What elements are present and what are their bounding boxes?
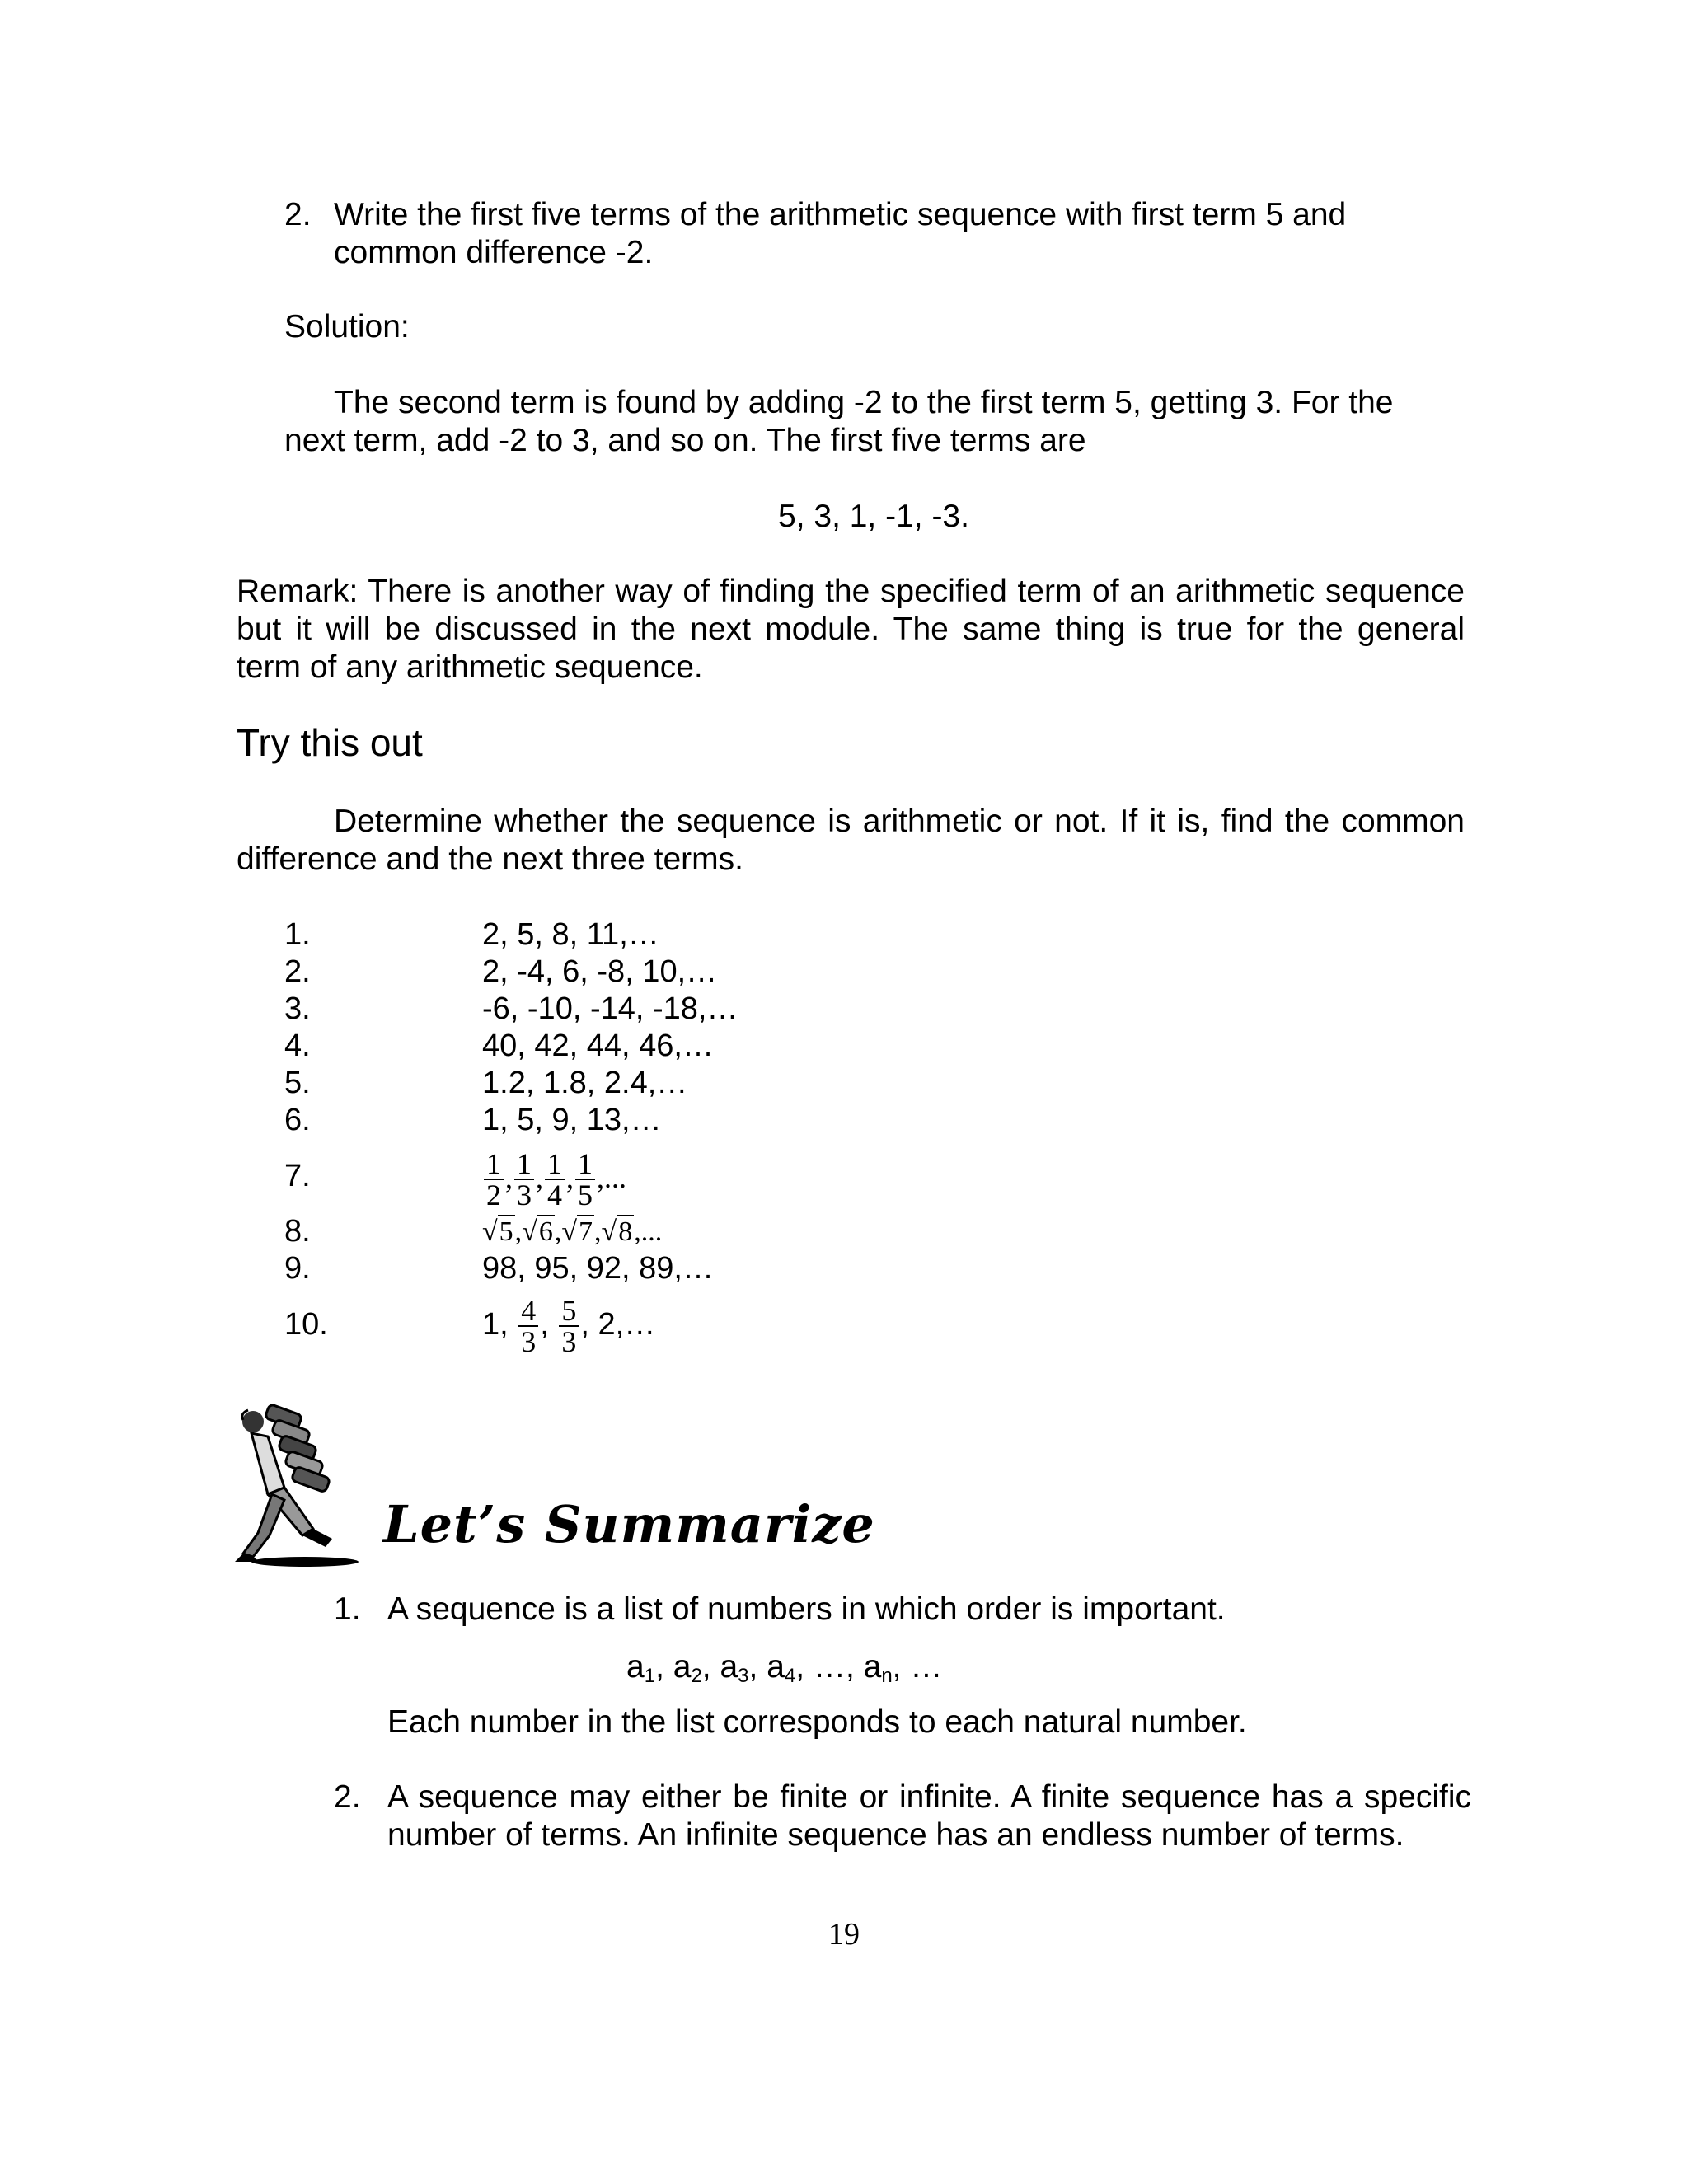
- summary-item-number: 2.: [334, 1779, 361, 1815]
- summary-item-2-line-2: number of terms. An infinite sequence has an endless number of terms.: [387, 1817, 1404, 1853]
- summary-item-text: A sequence is a list of numbers in which order is important.: [387, 1591, 1226, 1627]
- fraction: $\frac{5}{3}$: [559, 1296, 579, 1357]
- list-item: 9. 98, 95, 92, 89,…: [284, 1251, 714, 1286]
- list-item: 1. 2, 5, 8, 11,…: [284, 917, 659, 952]
- list-item: 7. $\frac{1}{2}$ , $\frac{1}{3}$ , $\frac{1}{4}$ , $\frac{1}{5}$ ,...: [284, 1139, 861, 1213]
- summary-item-2-line-1: A sequence may either be finite or infinite. A finite sequence has a specific: [387, 1779, 1471, 1815]
- example-number: 2.: [284, 197, 312, 232]
- list-item: 6. 1, 5, 9, 13,…: [284, 1103, 662, 1137]
- list-item: 5. 1.2, 1.8, 2.4,…: [284, 1066, 688, 1100]
- solution-line-1: The second term is found by adding -2 to the first term 5, getting 3. For the: [334, 385, 1394, 420]
- summary-title: Let’s Summarize: [383, 1494, 875, 1554]
- list-item: 4. 40, 42, 44, 46,…: [284, 1029, 714, 1063]
- mixed-sequence: 1, $\frac{4}{3}$ , $\frac{5}{3}$ , 2,…: [482, 1293, 656, 1358]
- fraction: $\frac{1}{5}$: [575, 1149, 595, 1210]
- remark-line-3: term of any arithmetic sequence.: [237, 649, 703, 685]
- try-this-out-heading: Try this out: [237, 721, 423, 764]
- fraction: $\frac{1}{3}$: [514, 1149, 534, 1210]
- list-item: 3. -6, -10, -14, -18,…: [284, 991, 738, 1026]
- solution-label: Solution:: [284, 309, 410, 344]
- solution-result: 5, 3, 1, -1, -3.: [778, 499, 969, 534]
- summary-item-number: 1.: [334, 1591, 361, 1627]
- list-item: 2. 2, -4, 6, -8, 10,…: [284, 954, 718, 989]
- summary-item-2: [334, 1779, 1471, 1854]
- fraction: $\frac{1}{2}$: [484, 1149, 504, 1210]
- intro-line-2: difference and the next three terms.: [237, 841, 743, 877]
- example-line-2: common difference -2.: [334, 235, 654, 270]
- try-this-out-intro: [237, 803, 1465, 879]
- example-line-1: Write the first five terms of the arithmetic sequence with first term 5 and: [334, 197, 1347, 232]
- remark-line-1: Remark: There is another way of finding the specified term of an arithmetic sequence: [237, 574, 1465, 609]
- solution-line-2: next term, add -2 to 3, and so on. The first five terms are: [284, 423, 1086, 458]
- page-number: 19: [828, 1917, 860, 1952]
- exercise-list: [284, 916, 861, 1361]
- intro-line-1: Determine whether the sequence is arithmetic or not. If it is, find the common: [334, 804, 1465, 839]
- list-item: 10. 1, $\frac{4}{3}$ , $\frac{5}{3}$ , 2,…: [284, 1287, 861, 1361]
- example-2: [284, 196, 1463, 272]
- root-sequence: √5,√6,√7,√8,...: [482, 1216, 663, 1247]
- fraction-sequence: $\frac{1}{2}$ , $\frac{1}{3}$ , $\frac{1}{4}$ , $\frac{1}{5}$ ,...: [482, 1141, 626, 1215]
- remark-line-2: but it will be discussed in the next module. The same thing is true for the general: [237, 612, 1465, 647]
- solution-paragraph: [284, 384, 1463, 460]
- summary-item-1: [334, 1591, 1471, 1629]
- sequence-notation: $a_1$, $a_2$, $a_3$, $a_4$, …, $a_n$, …: [626, 1649, 943, 1687]
- remark-paragraph: [237, 573, 1465, 687]
- man-carrying-books-icon: [235, 1397, 387, 1570]
- fraction: $\frac{1}{4}$: [545, 1149, 565, 1210]
- fraction: $\frac{4}{3}$: [518, 1296, 538, 1357]
- summary-item-1-note: Each number in the list corresponds to each natural number.: [387, 1704, 1247, 1740]
- list-item: 8. √5,√6,√7,√8,...: [284, 1214, 663, 1249]
